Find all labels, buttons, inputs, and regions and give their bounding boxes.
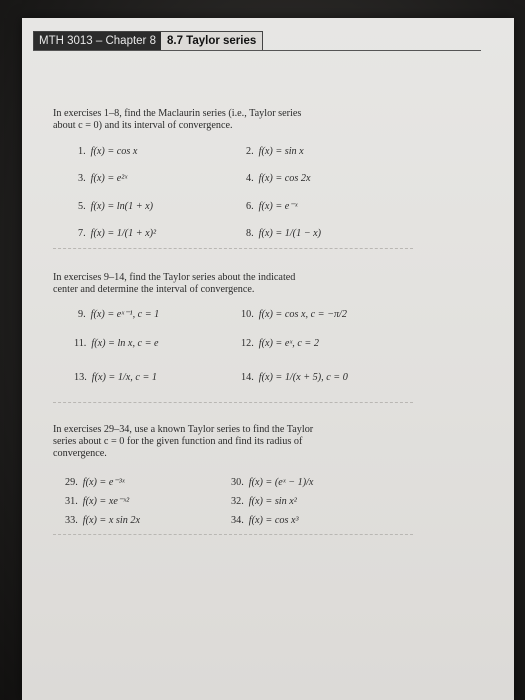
exercise-number: 31. [65, 496, 78, 507]
exercise-34 [231, 515, 299, 527]
exercise-33 [65, 515, 140, 527]
exercise-11 [74, 338, 159, 350]
section2-instructions-line2: center and determine the interval of convergence. [53, 284, 255, 295]
exercise-2 [246, 146, 304, 158]
exercise-number: 9. [78, 309, 86, 320]
exercise-expression: f(x) = 1/x, c = 1 [91, 372, 157, 383]
exercise-expression: f(x) = ln(1 + x) [90, 201, 154, 212]
exercise-number: 29. [65, 477, 78, 488]
exercise-32 [231, 496, 297, 508]
exercise-number: 8. [246, 228, 254, 239]
exercise-10 [241, 309, 347, 321]
section1-instructions-line2: about c = 0) and its interval of convergence. [53, 120, 233, 131]
exercise-number: 34. [231, 515, 244, 526]
section3-instructions-line2: series about c = 0 for the given function and find its radius of [53, 436, 303, 447]
exercise-number: 12. [241, 338, 254, 349]
section1-instructions [53, 108, 301, 132]
exercise-13 [74, 372, 157, 384]
exercise-number: 30. [231, 477, 244, 488]
exercise-31 [65, 496, 129, 508]
exercise-5 [78, 201, 153, 213]
section2-instructions [53, 272, 295, 296]
exercise-expression: f(x) = x sin 2x [82, 515, 140, 526]
exercise-expression: f(x) = cos 2x [258, 173, 311, 184]
exercise-number: 2. [246, 146, 254, 157]
exercise-number: 5. [78, 201, 86, 212]
exercise-number: 11. [74, 338, 87, 349]
exercise-number: 1. [78, 146, 86, 157]
exercise-number: 3. [78, 173, 86, 184]
header-rule [33, 50, 481, 51]
exercise-expression: f(x) = e⁻ˣ [258, 201, 298, 212]
exercise-expression: f(x) = cos x, c = −π/2 [258, 309, 347, 320]
course-label: MTH 3013 – Chapter 8 [34, 32, 161, 50]
exercise-14 [241, 372, 348, 384]
exercise-6 [246, 201, 298, 213]
exercise-number: 6. [246, 201, 254, 212]
section3-instructions-line3: convergence. [53, 448, 107, 459]
section2-instructions-line1: In exercises 9–14, find the Taylor series about the indicated [53, 272, 296, 283]
exercise-expression: f(x) = eˣ⁻¹, c = 1 [90, 309, 160, 320]
page-header [33, 31, 263, 51]
exercise-1 [78, 146, 137, 158]
exercise-12 [241, 338, 319, 350]
section-divider [53, 402, 413, 403]
exercise-29 [65, 477, 125, 489]
exercise-expression: f(x) = ln x, c = e [91, 338, 159, 349]
section3-instructions-line1: In exercises 29–34, use a known Taylor series to find the Taylor [53, 424, 314, 435]
exercise-30 [231, 477, 313, 489]
exercise-expression: f(x) = sin x² [248, 496, 297, 507]
section1-instructions-line1: In exercises 1–8, find the Maclaurin series (i.e., Taylor series [53, 108, 302, 119]
exercise-number: 10. [241, 309, 254, 320]
exercise-expression: f(x) = e⁻³ˣ [82, 477, 125, 488]
exercise-3 [78, 173, 127, 185]
exercise-number: 32. [231, 496, 244, 507]
exercise-expression: f(x) = (eˣ − 1)/x [248, 477, 314, 488]
exercise-7 [78, 228, 156, 240]
exercise-9 [78, 309, 159, 321]
section3-instructions [53, 424, 313, 460]
section-title: 8.7 Taylor series [161, 32, 262, 50]
exercise-number: 33. [65, 515, 78, 526]
section-divider [53, 248, 413, 249]
section-divider [53, 534, 413, 535]
exercise-expression: f(x) = cos x³ [248, 515, 299, 526]
exercise-number: 13. [74, 372, 87, 383]
exercise-expression: f(x) = cos x [90, 146, 138, 157]
exercise-4 [246, 173, 311, 185]
exercise-expression: f(x) = xe⁻ˣ² [82, 496, 130, 507]
exercise-expression: f(x) = sin x [258, 146, 304, 157]
exercise-8 [246, 228, 321, 240]
exercise-number: 14. [241, 372, 254, 383]
exercise-number: 4. [246, 173, 254, 184]
exercise-expression: f(x) = 1/(1 + x)² [90, 228, 157, 239]
exercise-number: 7. [78, 228, 86, 239]
exercise-expression: f(x) = eˣ, c = 2 [258, 338, 319, 349]
exercise-expression: f(x) = 1/(x + 5), c = 0 [258, 372, 348, 383]
exercise-expression: f(x) = 1/(1 − x) [258, 228, 322, 239]
exercise-expression: f(x) = e²ˣ [90, 173, 128, 184]
